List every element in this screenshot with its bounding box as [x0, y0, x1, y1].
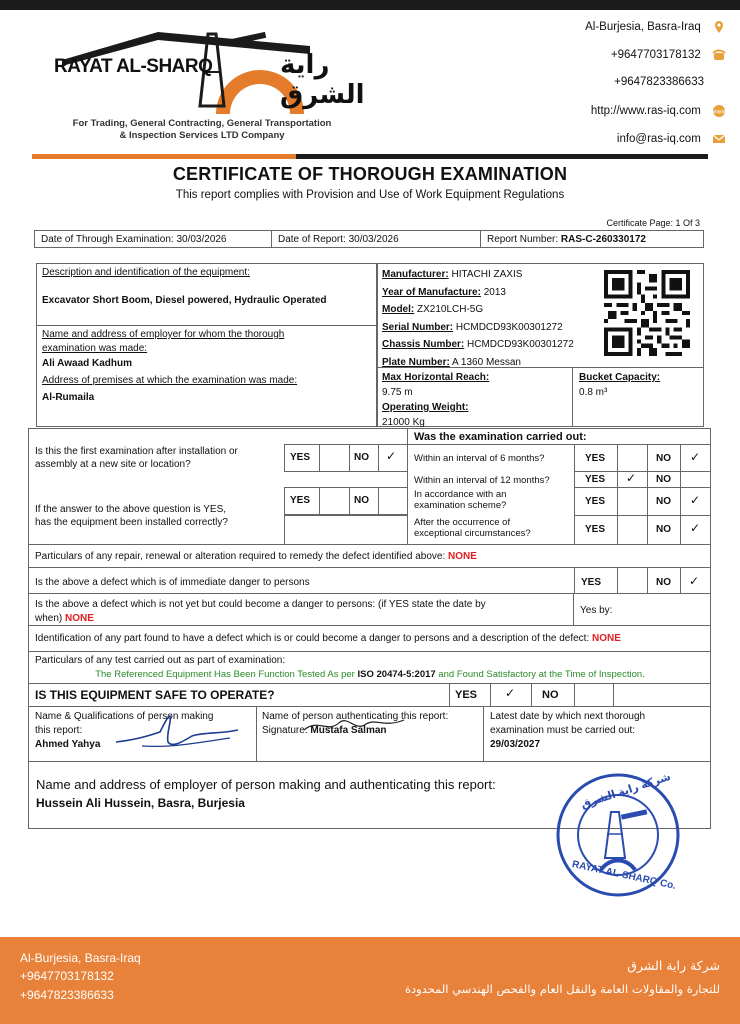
danger-now-label: Is the above a defect which is of immediate danger to persons: [35, 577, 310, 588]
auth-label: Name of person authenticating this report:: [262, 711, 449, 722]
grid-cell: [574, 683, 614, 707]
employer-label-line: Name and address of employer for whom the thorough: [42, 329, 285, 340]
phone-text: +9647823386633: [614, 76, 704, 88]
ident-label: Identification of any part found to have a defect which is or could become a danger to persons and a description of the defect:: [35, 633, 593, 644]
no-label: NO: [656, 453, 671, 464]
weight-value: 21000 Kg: [382, 417, 425, 428]
label-line: Is the above a defect which is not yet but could become a danger to persons: (if YES state the date by: [35, 599, 486, 610]
website-icon: [712, 104, 726, 118]
email-icon: [712, 132, 726, 146]
test-post: and Found Satisfactory at the Time of Inspection.: [435, 669, 645, 680]
interval6-label: Within an interval of 6 months?: [414, 453, 545, 464]
maker-label: this report:: [35, 725, 83, 736]
contact-website: [591, 104, 726, 118]
year-row: [382, 284, 574, 302]
auth-value: Mustafa Salman: [310, 725, 387, 736]
contact-email: [617, 132, 726, 146]
email-text: info@ras-iq.com: [616, 133, 701, 146]
no-label: NO: [656, 496, 671, 507]
model-label: Model:: [382, 304, 415, 315]
auth-sig-label: Signature:: [262, 725, 311, 736]
plate-row: [382, 354, 574, 372]
logo-text-en: RAYAT AL-SHARQ: [54, 56, 213, 77]
grid-cell: [319, 444, 350, 472]
next-label: examination must be carried out:: [490, 725, 636, 736]
interval12-label: Within an interval of 12 months?: [414, 475, 550, 486]
stamp-text-top: شركة راية الشرق: [579, 770, 673, 812]
test-label: Particulars of any test carried out as part of examination:: [35, 655, 286, 666]
premises-value: Al-Rumaila: [42, 392, 95, 403]
plate-value: A 1360 Messan: [452, 356, 521, 368]
no-label: NO: [542, 689, 559, 701]
installed-question: [35, 503, 228, 529]
test-iso: ISO 20474-5:2017: [357, 669, 436, 680]
no-label: NO: [656, 524, 671, 535]
test-pre: The Referenced Equipment Has Been Function Tested As per: [95, 669, 358, 680]
phone-text: +9647703178132: [610, 49, 701, 62]
question-line: has the equipment been installed correctly?: [35, 517, 228, 528]
yes-label: YES: [585, 496, 606, 507]
employer-person-label: Name and address of employer of person making and authenticating this report:: [36, 777, 496, 792]
repair-label: Particulars of any repair, renewal or alteration required to remedy the defect identified above:: [35, 551, 449, 562]
company-logo: [48, 22, 378, 114]
report-number: [480, 230, 704, 248]
yes-label: YES: [290, 452, 311, 463]
carried-out-heading: Was the examination carried out:: [414, 431, 587, 443]
check-icon: ✓: [690, 521, 701, 535]
yes-label: YES: [290, 495, 311, 506]
tagline-line: & Inspection Services LTD Company: [119, 130, 285, 141]
check-icon: ✓: [626, 471, 637, 485]
check-icon: ✓: [386, 449, 397, 463]
label-line: examination scheme?: [414, 500, 507, 511]
check-icon: ✓: [505, 686, 516, 700]
divider: [256, 706, 257, 762]
grid-cell: [617, 444, 648, 472]
danger-future-label: [35, 598, 486, 626]
qr-code-icon: [604, 270, 690, 356]
check-icon: ✓: [690, 450, 701, 464]
reach-label: Max Horizontal Reach:: [382, 372, 490, 383]
contact-phone2: [614, 76, 704, 88]
bucket-value: 0.8 m³: [579, 387, 608, 398]
yes-label: YES: [585, 453, 606, 464]
report-number-value: RAS-C-260330172: [560, 234, 646, 245]
address-text: Al-Burjesia, Basra-Iraq: [585, 21, 701, 34]
desc-label: Description and identification of the equipment:: [42, 267, 250, 278]
grid-cell: [378, 487, 408, 515]
serial-value: HCMDCD93K00301272: [455, 321, 563, 333]
grid-cell: [284, 515, 408, 545]
label-line: In accordance with an: [414, 489, 507, 500]
report-number-label: Report Number:: [487, 234, 561, 245]
grid-cell: [617, 487, 648, 516]
no-label: NO: [656, 577, 671, 588]
label-line: After the occurrence of: [414, 517, 511, 528]
manufacturer-label: Manufacturer:: [382, 269, 449, 280]
test-statement: [0, 669, 740, 680]
certificate-subtitle: This report complies with Provision and Use of Work Equipment Regulations: [175, 189, 565, 201]
grid-cell: [319, 487, 350, 515]
danger-future-value: NONE: [65, 613, 94, 624]
top-bar: [0, 0, 740, 10]
question-line: assembly at a new site or location?: [35, 459, 191, 470]
maker-label: Name & Qualifications of person making: [35, 711, 214, 722]
yes-label: YES: [455, 689, 478, 701]
footer-ar-line2: للتجارة والمقاولات العامة والنقل العام والفحص الهندسي المحدودة: [404, 982, 720, 996]
contact-address: [585, 20, 726, 34]
yes-label: YES: [585, 524, 606, 535]
certificate-page: Certificate Page: 1 Of 3: [606, 218, 700, 228]
logo-text-ar: راية الشرق: [280, 50, 365, 110]
no-label: NO: [354, 452, 369, 463]
repair-row: [28, 544, 711, 568]
employer-value: Ali Awaad Kadhum: [42, 358, 133, 369]
label-line: when): [35, 613, 66, 624]
next-exam-block: [490, 710, 645, 752]
footer-phone1: +9647703178132: [20, 969, 114, 983]
divider: [483, 706, 484, 762]
premises-label: Address of premises at which the examination was made:: [42, 375, 298, 386]
location-icon: [712, 20, 726, 34]
employer-label: [42, 328, 284, 356]
divider: [572, 367, 573, 427]
maker-signature: [112, 712, 242, 756]
svg-text:www: www: [712, 108, 726, 116]
year-value: 2013: [483, 286, 506, 298]
footer-address: Al-Burjesia, Basra-Iraq: [20, 951, 141, 965]
yes-label: YES: [581, 577, 602, 588]
grid-cell: [680, 471, 711, 488]
grid-cell: [617, 567, 648, 594]
question-line: Is this the first examination after installation or: [35, 446, 238, 457]
chassis-value: HCMDCD93K00301272: [467, 339, 574, 350]
repair-value: NONE: [448, 551, 477, 562]
manufacturer-value: HITACHI ZAXIS: [451, 269, 523, 280]
ident-row: [28, 625, 711, 652]
website-text: http://www.ras-iq.com: [590, 105, 701, 118]
yes-by-label: Yes by:: [580, 605, 613, 616]
company-tagline: [52, 118, 352, 142]
next-value: 29/03/2027: [490, 739, 541, 750]
serial-row: [382, 319, 574, 337]
divider: [407, 428, 408, 545]
report-date: Date of Report: 30/03/2026: [271, 230, 481, 248]
ident-value: NONE: [592, 633, 621, 644]
after-label: [414, 517, 531, 539]
maker-value: Ahmed Yahya: [35, 739, 101, 750]
scheme-label: [414, 489, 506, 511]
no-label: NO: [656, 474, 671, 485]
auth-signature: [300, 712, 410, 738]
footer-ar-line1: شركة راية الشرق: [627, 958, 720, 973]
company-stamp: [555, 772, 681, 898]
phone-icon: [712, 48, 726, 62]
manufacturer-row: [382, 266, 574, 284]
employer-person-value: Hussein Ali Hussein, Basra, Burjesia: [36, 796, 245, 810]
desc-value: Excavator Short Boom, Diesel powered, Hydraulic Operated: [42, 295, 327, 306]
employer-label-line: examination was made:: [42, 343, 148, 354]
bucket: [579, 370, 660, 400]
divider: [377, 367, 704, 368]
check-icon: ✓: [690, 493, 701, 507]
next-label: Latest date by which next thorough: [490, 711, 646, 722]
reach-weight: [382, 370, 489, 430]
first-exam-question: [35, 445, 238, 471]
serial-label: Serial Number:: [382, 321, 454, 333]
footer-phone2: +9647823386633: [20, 988, 114, 1002]
exam-date: Date of Through Examination: 30/03/2026: [34, 230, 272, 248]
safe-label: IS THIS EQUIPMENT SAFE TO OPERATE?: [35, 688, 275, 702]
model-value: ZX210LCH-5G: [417, 304, 484, 315]
certificate-title: CERTIFICATE OF THOROUGH EXAMINATION: [172, 164, 568, 184]
bucket-label: Bucket Capacity:: [579, 372, 661, 383]
no-label: NO: [354, 495, 369, 506]
label-line: exceptional circumstances?: [414, 528, 531, 539]
model-row: [382, 301, 574, 319]
contact-phone1: [611, 48, 726, 62]
divider: [573, 593, 574, 626]
reach-value: 9.75 m: [382, 387, 413, 398]
header-rule-orange: [32, 154, 296, 159]
chassis-row: [382, 336, 574, 354]
chassis-label: Chassis Number:: [382, 339, 465, 350]
divider: [36, 325, 377, 326]
yes-label: YES: [585, 474, 606, 485]
check-icon: ✓: [689, 574, 700, 588]
tagline-line: For Trading, General Contracting, General Transportation: [72, 118, 332, 129]
grid-cell: [617, 515, 648, 545]
stamp-text-bottom: RAYAT AL-SHARQ Co.: [571, 859, 677, 892]
weight-label: Operating Weight:: [382, 402, 469, 413]
header-rule-dark: [296, 154, 708, 159]
question-line: If the answer to the above question is YES,: [35, 504, 227, 515]
year-label: Year of Manufacture:: [382, 286, 481, 298]
plate-label: Plate Number:: [382, 356, 450, 368]
spec-list: [382, 266, 574, 371]
